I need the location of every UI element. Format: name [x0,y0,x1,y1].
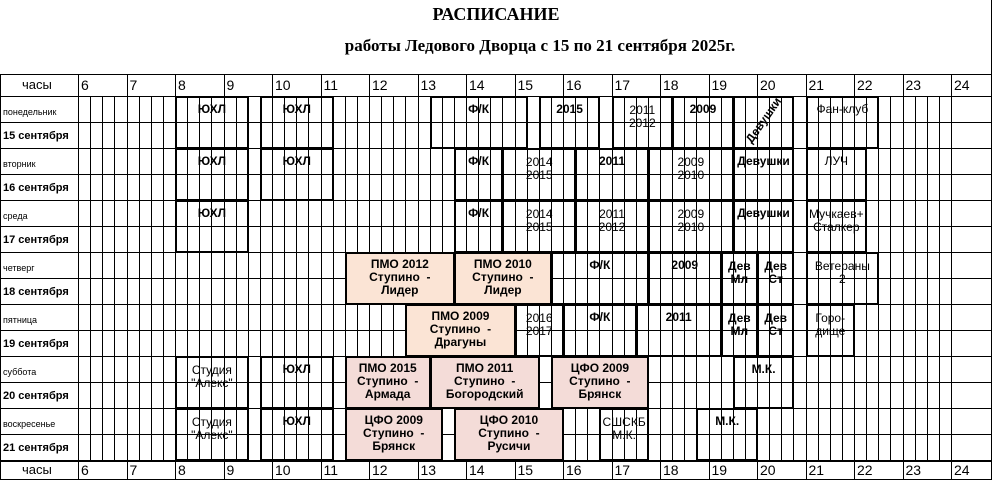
schedule-block[interactable] [806,304,856,357]
block-label: ЮХЛ [197,102,227,116]
block-label: ЮХЛ [282,414,311,428]
hour-label: 16 [566,77,582,93]
grid-line-hour [903,74,904,480]
block-label: Горо- дище [815,311,846,338]
block-label: 2011 2012 [628,103,656,130]
schedule-block[interactable] [175,148,249,201]
day-date: 17 сентября [3,234,69,246]
hour-label: 20 [760,77,776,93]
block-label: ЮХЛ [282,102,311,116]
block-label: 2014 2015 [525,155,553,182]
schedule-block[interactable] [405,304,515,357]
schedule-block[interactable] [260,356,334,409]
block-label: ЮХЛ [197,154,227,168]
schedule-block[interactable] [260,408,334,461]
hour-label: 15 [517,462,534,478]
schedule-block[interactable] [648,200,734,253]
schedule-block[interactable] [721,304,758,357]
block-label: ЮХЛ [282,154,311,168]
hour-label: 22 [857,77,873,93]
block-label: ЮХЛ [197,206,227,220]
hour-label: 8 [178,462,186,478]
block-label: ЮХЛ [282,362,311,376]
grid-line-quarter [90,96,91,461]
hour-label: 14 [469,462,485,478]
grid-line-quarter [139,96,140,461]
day-name: воскресенье [3,419,56,429]
grid-line-hour [127,74,128,480]
block-label: 2009 2010 [677,155,705,182]
grid-line-quarter [939,96,940,461]
hour-label: 22 [857,462,873,478]
block-label: ПМО 2009 Ступино - Драгуны [429,309,492,349]
block-label: 2009 [689,102,717,116]
hour-label: 16 [566,462,582,478]
day-date: 20 сентября [3,390,69,402]
grid-line-quarter [890,96,891,461]
block-label: Ф/К [468,154,490,168]
schedule-block[interactable] [575,200,649,253]
block-label: Дев Мл [727,311,751,338]
schedule-block[interactable] [733,96,795,149]
schedule-block[interactable] [672,96,734,149]
schedule-block[interactable] [454,408,564,461]
hour-label: 20 [760,462,776,478]
schedule-block[interactable] [806,252,880,305]
block-label: Девушки [737,206,790,220]
schedule-block[interactable] [430,356,540,409]
schedule-block[interactable] [757,304,794,357]
schedule-block[interactable] [345,356,431,409]
hour-label: 13 [420,77,437,93]
block-label: СШСКБ М.К. [602,415,646,442]
schedule-block[interactable] [454,148,504,201]
day-date: 18 сентября [3,286,69,298]
block-label: Девушки [742,94,784,146]
hour-label: 23 [905,462,922,478]
schedule-block[interactable] [551,356,649,409]
schedule-block[interactable] [515,304,565,357]
block-label: ЦФО 2009 Ступино - Брянск [569,361,631,401]
day-date: 19 сентября [3,338,69,350]
grid-line-quarter [163,96,164,461]
day-name: пятница [3,315,38,325]
day-name: вторник [3,159,36,169]
schedule-block[interactable] [454,200,504,253]
hour-label: 9 [226,77,235,93]
hour-label: 21 [808,77,825,93]
day-date: 21 сентября [3,442,69,454]
hour-label: 19 [711,77,728,93]
schedule-block[interactable] [757,252,794,305]
block-label: 2009 [671,258,699,272]
schedule-block[interactable] [502,200,576,253]
schedule-block[interactable] [733,148,795,201]
hour-label: 18 [663,462,679,478]
grid-line-top [0,74,992,75]
schedule-block[interactable] [806,96,880,149]
grid-line-quarter [102,96,103,461]
hour-label: 24 [954,462,970,478]
day-name: среда [3,211,28,221]
hour-label: 23 [905,77,922,93]
grid-line-left [0,74,1,480]
hour-label: 7 [129,462,138,478]
block-label: М.К. [715,414,740,428]
schedule-block[interactable] [636,304,722,357]
grid-line-quarter [151,96,152,461]
grid-line-hour [78,74,79,480]
day-name: суббота [3,367,37,377]
page-title: РАСПИСАНИЕ [432,4,560,24]
block-label: 2009 2010 [677,207,705,234]
schedule-block[interactable] [599,408,649,461]
block-label: Ф/К [468,102,490,116]
schedule-block[interactable] [733,356,795,409]
schedule-block[interactable] [502,148,576,201]
hour-label: 9 [226,462,235,478]
block-label: ПМО 2012 Ступино - Лидер [369,257,431,297]
block-label: Ветераны 2 [814,259,870,286]
block-label: Девушки [737,154,790,168]
schedule-block[interactable] [563,304,637,357]
block-label: М.К. [751,362,776,376]
schedule-block[interactable] [806,148,868,201]
hour-label: 6 [81,462,89,478]
block-label: ЛУЧ [824,154,849,168]
day-name: понедельник [3,107,57,117]
block-label: Студия "Алекс" [191,415,233,442]
block-label: 2014 2015 [525,207,553,234]
hour-label: 24 [954,77,970,93]
hour-label: 18 [663,77,679,93]
block-label: 2011 [598,154,626,168]
day-date: 15 сентября [3,130,69,142]
block-label: ЦФО 2009 Ступино - Брянск [363,413,425,453]
hours-label-bottom: часы [22,462,52,477]
hour-label: 14 [469,77,485,93]
day-name: четверг [3,263,35,273]
block-label: ЦФО 2010 Ступино - Русичи [478,413,540,453]
hour-label: 8 [178,77,186,93]
schedule-block[interactable] [648,148,734,201]
grid-line-quarter [927,96,928,461]
hour-label: 7 [129,77,138,93]
hour-label: 21 [808,462,825,478]
hour-label: 12 [372,462,388,478]
block-label: 2011 [665,310,692,324]
grid-line-hour [951,74,952,480]
schedule-block[interactable] [806,200,868,253]
schedule-block[interactable] [175,356,249,409]
schedule-block[interactable] [260,96,334,149]
block-label: ПМО 2010 Ступино - Лидер [472,257,534,297]
block-label: ПМО 2011 Ступино - Богородский [445,361,524,401]
hour-label: 10 [275,77,291,93]
hours-label-top: часы [22,77,52,92]
block-label: Мучкаев+ Сталкер [808,207,864,234]
block-label: 2011 2012 [598,207,626,234]
hour-label: 13 [420,462,437,478]
schedule-block[interactable] [696,408,758,461]
grid-line-quarter [915,96,916,461]
block-label: Дев Ст [764,311,788,338]
hour-label: 17 [614,462,631,478]
schedule-block[interactable] [575,148,649,201]
block-label: ПМО 2015 Ступино - Армада [356,361,419,401]
schedule-block[interactable] [539,96,601,149]
schedule-block[interactable] [345,408,443,461]
schedule-block[interactable] [345,252,455,305]
hour-label: 19 [711,462,728,478]
schedule-block[interactable] [612,96,674,149]
hour-label: 6 [81,77,89,93]
schedule-block[interactable] [430,96,528,149]
hour-label: 12 [372,77,388,93]
block-label: Дев Ст [764,259,788,286]
schedule-block[interactable] [454,252,552,305]
schedule-block[interactable] [175,200,249,253]
block-label: Студия "Алекс" [191,363,233,390]
block-label: Ф/К [468,206,490,220]
hour-label: 11 [323,77,339,93]
block-label: Дев Мл [727,259,751,286]
schedule-block[interactable] [721,252,758,305]
block-label: 2015 [556,102,583,116]
hour-label: 15 [517,77,534,93]
block-label: Фан-клуб [816,102,869,116]
block-label: 2016 2017 [525,311,553,338]
schedule-block[interactable] [733,200,795,253]
schedule-block[interactable] [260,148,334,201]
schedule-block[interactable] [551,252,649,305]
hour-label: 17 [614,77,631,93]
block-label: Ф/К [589,258,611,272]
hour-label: 11 [323,462,339,478]
schedule-block[interactable] [175,96,249,149]
schedule-block[interactable] [175,408,249,461]
grid-line-quarter [114,96,115,461]
block-label: Ф/К [589,310,611,324]
grid-line-bottom-header [0,461,992,462]
schedule-block[interactable] [648,252,722,305]
hour-label: 10 [275,462,291,478]
day-date: 16 сентября [3,182,69,194]
page-subtitle: работы Ледового Дворца с 15 по 21 сентября 2025г. [344,36,736,55]
